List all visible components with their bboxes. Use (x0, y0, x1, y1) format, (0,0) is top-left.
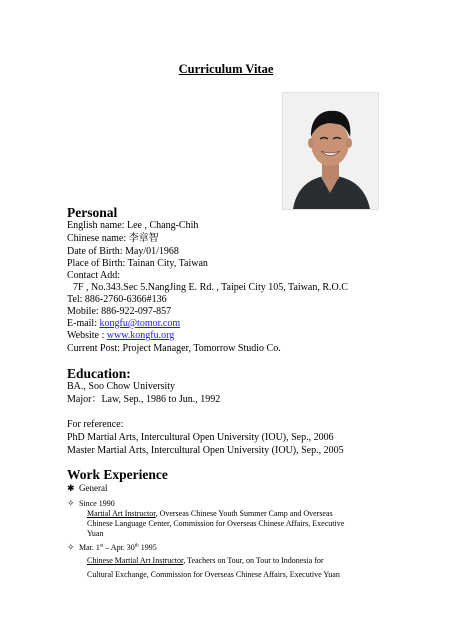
profile-photo (283, 93, 378, 209)
work-item-2-line-2: Cultural Exchange, Commission for Overseas Chinese Affairs, Executive Yuan (87, 570, 340, 579)
work-item-desc: , Teachers on Tour, on Tour to Indonesia for (183, 556, 324, 565)
telephone: Tel: 886-2760-6366#136 (67, 294, 167, 305)
email-link[interactable]: kongfu@tomor.com (99, 318, 181, 329)
personal-heading: Personal (67, 205, 118, 220)
work-item-2-date-row (67, 542, 157, 553)
website-label: Website : (67, 330, 107, 341)
reference-label: For reference: (67, 419, 124, 430)
english-name: English name: Lee , Chang-Chih (67, 220, 199, 231)
asterisk-bullet-icon: ✱ (67, 483, 75, 493)
major: Major：Law, Sep., 1986 to Jun., 1992 (67, 394, 221, 405)
email-row (67, 318, 180, 330)
master-degree: Master Martial Arts, Intercultural Open University (IOU), Sep., 2005 (67, 445, 344, 456)
work-item-role: Chinese Martial Art Instructor (87, 556, 184, 565)
work-item-1-date-row (67, 498, 115, 509)
work-item-1-line-2: Chinese Language Center, Commission for Overseas Chinese Affairs, Executive (87, 519, 345, 528)
website-row (67, 330, 174, 342)
work-item-date: Since 1990 (79, 499, 115, 508)
work-experience-heading: Work Experience (67, 467, 168, 482)
page-title: Curriculum Vitae (178, 62, 274, 76)
education-heading: Education: (67, 366, 131, 381)
general-label: General (79, 483, 108, 493)
work-item-1-line-3: Yuan (87, 529, 104, 538)
mobile: Mobile: 886-922-097-857 (67, 306, 172, 317)
degree: BA., Soo Chow University (67, 381, 176, 392)
general-row (67, 483, 107, 494)
current-post: Current Post: Project Manager, Tomorrow Studio Co. (67, 343, 281, 354)
phd-degree: PhD Martial Arts, Intercultural Open University (IOU), Sep., 2006 (67, 432, 334, 443)
work-item-role: Martial Art Instructor (87, 509, 156, 518)
date-of-birth: Date of Birth: May/01/1968 (67, 246, 179, 257)
work-item-desc: , Overseas Chinese Youth Summer Camp and Overseas (155, 509, 333, 518)
contact-address-label: Contact Add: (67, 270, 121, 281)
contact-address: 7F , No.343.Sec 5.NangJing E. Rd. , Taipei City 105, Taiwan, R.O.C (73, 282, 348, 293)
website-link[interactable]: www.kongfu.org (106, 330, 175, 341)
work-item-date: Mar. 1st – Apr. 30th 1995 (79, 543, 157, 552)
email-label: E-mail: (67, 318, 100, 329)
work-item-1-line-1 (87, 509, 333, 519)
work-item-2-line-1 (87, 556, 324, 566)
place-of-birth: Place of Birth: Tainan City, Taiwan (67, 258, 208, 269)
diamond-bullet-icon: ✧ (67, 542, 75, 552)
diamond-bullet-icon: ✧ (67, 498, 75, 508)
chinese-name: Chinese name: 李章智 (67, 233, 159, 244)
